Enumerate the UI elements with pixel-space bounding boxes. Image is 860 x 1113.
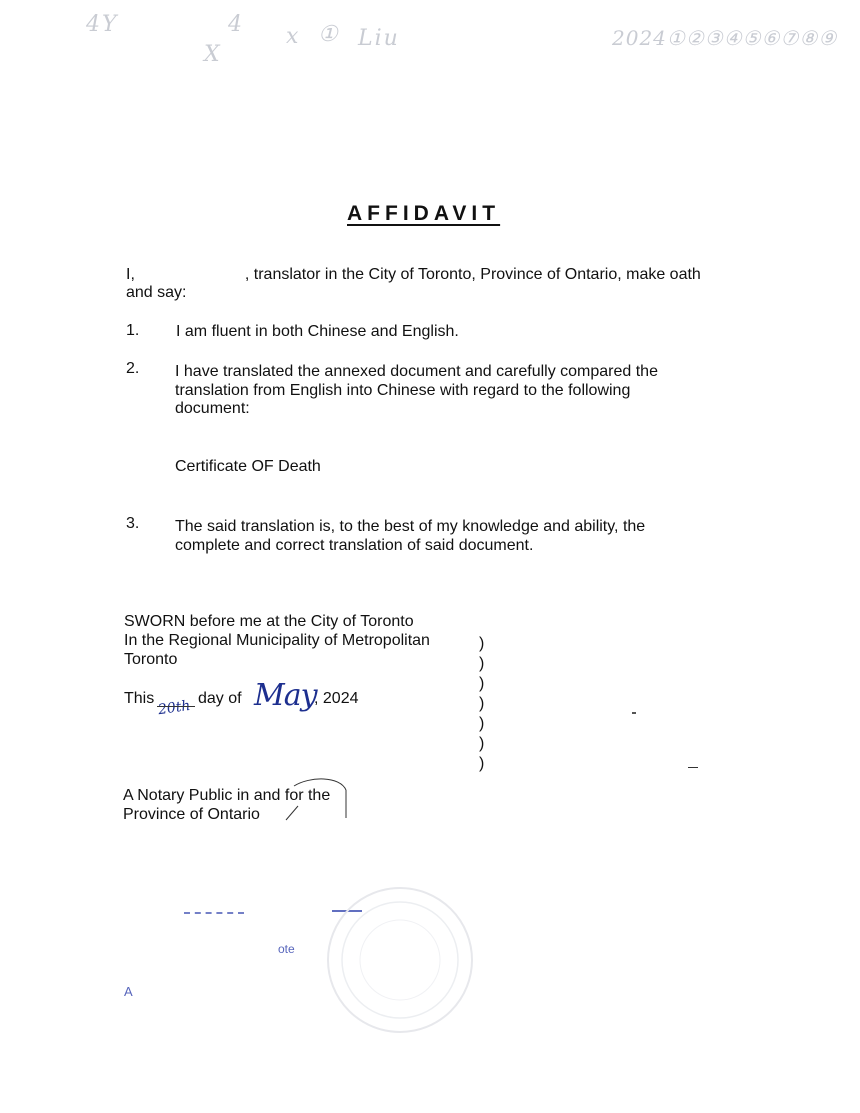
handwritten-note: 4	[228, 12, 244, 37]
item-3-line: complete and correct translation of said document.	[175, 537, 534, 554]
handwritten-note: x	[286, 24, 301, 49]
item-number: 1.	[126, 322, 140, 339]
item-2-line: translation from English into Chinese with regard to the following	[175, 382, 631, 399]
intro-prefix: I,	[126, 266, 135, 283]
bracket: )	[479, 635, 485, 652]
handwritten-note: 4Y	[86, 12, 119, 37]
item-1-text: I am fluent in both Chinese and English.	[176, 323, 459, 340]
bracket: )	[479, 695, 485, 712]
bracket: )	[479, 755, 485, 772]
stamp-fragment: A	[124, 984, 133, 999]
stamp-line	[184, 912, 244, 914]
sworn-line: SWORN before me at the City of Toronto	[124, 613, 414, 630]
scan-speck	[632, 712, 636, 714]
notary-line: A Notary Public in and for the	[123, 787, 331, 804]
bracket-column	[479, 634, 484, 774]
intro-line-1	[126, 265, 701, 284]
handwritten-note: X	[204, 42, 222, 67]
handwritten-file-number: 2024①②③④⑤⑥⑦⑧⑨	[612, 26, 838, 50]
bracket: )	[479, 715, 485, 732]
item-number: 2.	[126, 360, 140, 377]
document-name: Certificate OF Death	[175, 458, 321, 475]
document-title: AFFIDAVIT	[347, 202, 501, 225]
notary-line: Province of Ontario	[123, 806, 260, 823]
intro-rest: , translator in the City of Toronto, Province of Ontario, make oath	[244, 266, 701, 283]
item-2-line: document:	[175, 400, 250, 417]
item-3-line: The said translation is, to the best of my knowledge and ability, the	[175, 518, 646, 535]
bracket: )	[479, 675, 485, 692]
embossed-seal	[320, 880, 480, 1040]
item-number: 3.	[126, 515, 140, 532]
sworn-line: In the Regional Municipality of Metropolitan	[124, 632, 430, 649]
handwritten-note: ①	[318, 22, 340, 47]
stamp-fragment: ote	[278, 942, 295, 956]
sworn-line: Toronto	[124, 651, 178, 668]
bracket: )	[479, 655, 485, 672]
signature-stroke	[280, 776, 360, 826]
date-this: This	[124, 690, 155, 707]
date-year: , 2024	[314, 690, 359, 707]
day-underline	[157, 706, 195, 707]
handwritten-day: 20th	[157, 697, 192, 719]
handwritten-month: May	[254, 678, 317, 713]
bracket: )	[479, 735, 485, 752]
signature-mark	[688, 767, 698, 768]
intro-line-2: and say:	[126, 284, 187, 301]
item-2-line: I have translated the annexed document and carefully compared the	[175, 363, 658, 380]
date-day-of: day of	[198, 690, 242, 707]
handwritten-note: Liu	[358, 26, 400, 51]
